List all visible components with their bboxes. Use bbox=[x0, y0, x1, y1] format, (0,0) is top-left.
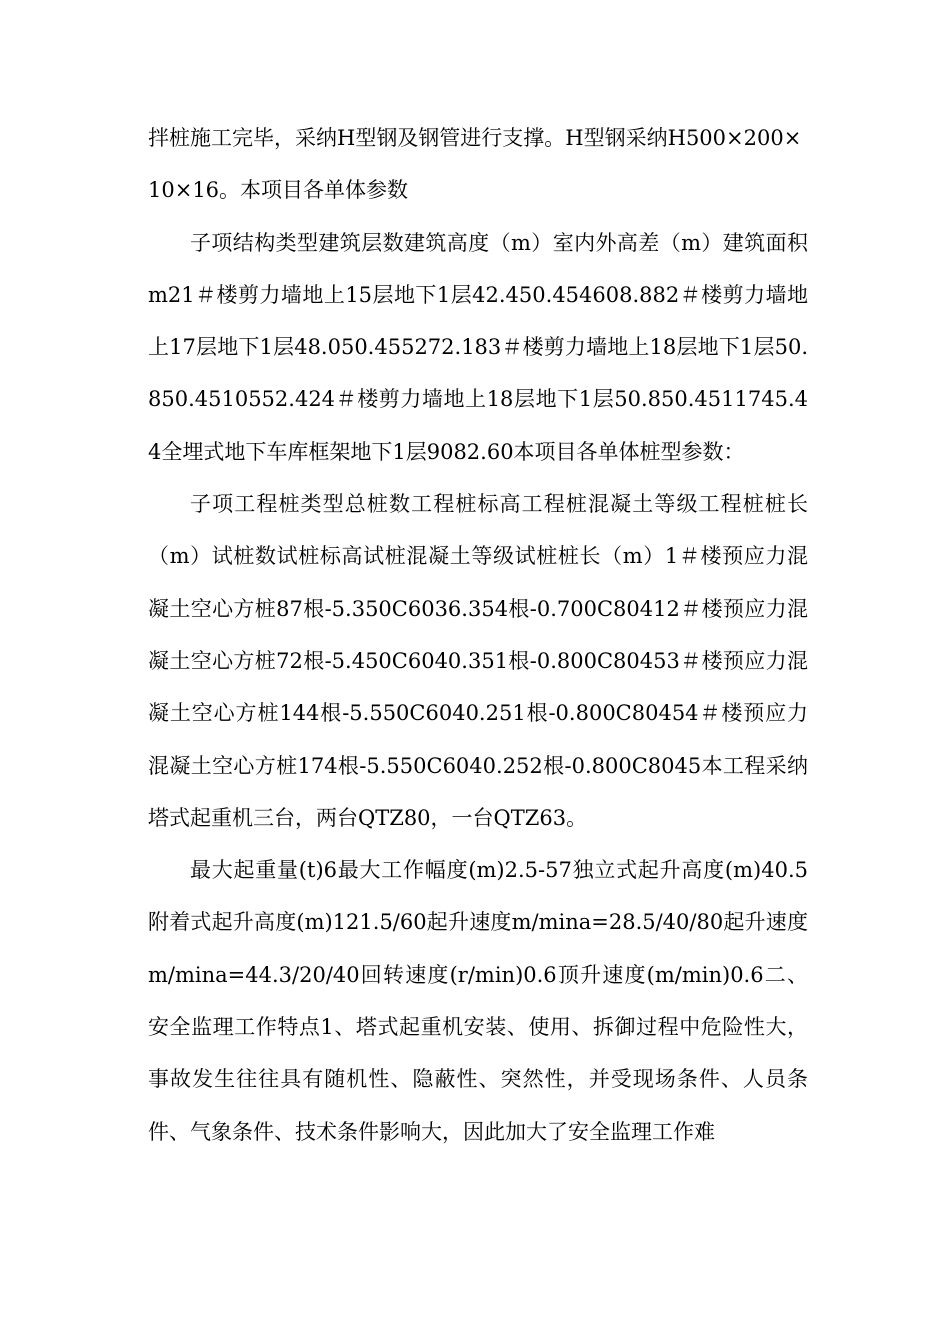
body-text bbox=[148, 112, 808, 1158]
paragraph-4: 最大起重量(t)6最大工作幅度(m)2.5-57独立式起升高度(m)40.5附着式起升高度(m)121.5/60起升速度m/mina=28.5/40/80起升速度m/mina=44.3/20/40回转速度(r/min)0.6顶升速度(m/min)0.6二、安全监理工作特点1、塔式起重机安装、使用、拆御过程中危险性大，事故发生往往具有随机性、隐蔽性、突然性，并受现场条件、人员条件、气象条件、技术条件影响大，因此加大了安全监理工作难 bbox=[148, 858, 808, 1144]
paragraph-3: 子项工程桩类型总桩数工程桩标高工程桩混凝土等级工程桩桩长（m）试桩数试桩标高试桩混凝土等级试桩桩长（m）1＃楼预应力混凝土空心方桩87根-5.350C6036.354根-0.700C80412＃楼预应力混凝土空心方桩72根-5.450C6040.351根-0.800C80453＃楼预应力混凝土空心方桩144根-5.550C6040.251根-0.800C80454＃楼预应力混凝土空心方桩174根-5.550C6040.252根-0.800C8045本工程采纳塔式起重机三台，两台QTZ80，一台QTZ63。 bbox=[148, 492, 808, 830]
paragraph-2: 子项结构类型建筑层数建筑高度（m）室内外高差（m）建筑面积m21＃楼剪力墙地上15层地下1层42.450.454608.882＃楼剪力墙地上17层地下1层48.050.455272.183＃楼剪力墙地上18层地下1层50.850.4510552.424＃楼剪力墙地上18层地下1层50.850.4511745.44全埋式地下车库框架地下1层9082.60本项目各单体桩型参数： bbox=[148, 230, 808, 464]
paragraph-1: 拌桩施工完毕，采纳H型钢及钢管进行支撑。H型钢采纳H500×200×10×16。本项目各单体参数 bbox=[148, 126, 802, 203]
